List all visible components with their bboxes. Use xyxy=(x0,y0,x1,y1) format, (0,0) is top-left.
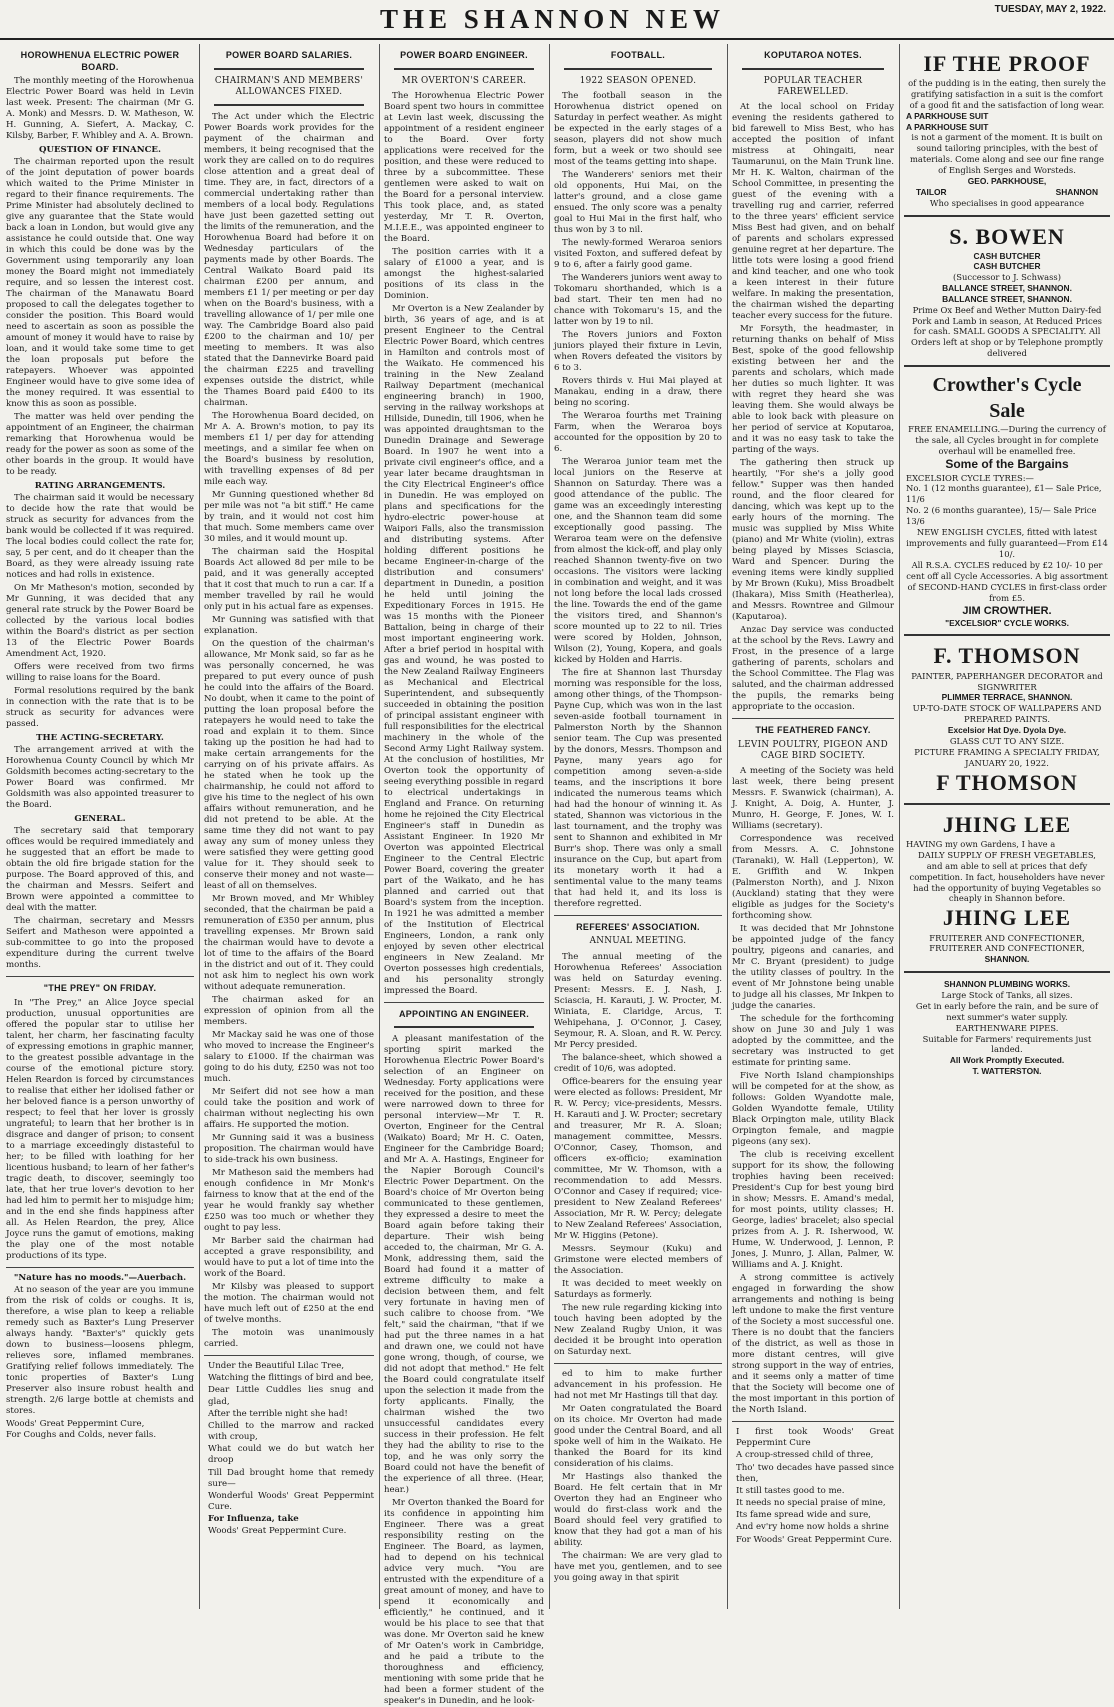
paragraph: The fire at Shannon last Thursday morning was responsible for the loss, among other things, of the Thompson-Payne Cup, which was won in the last seven-aside football tournament in Palmerston North by the Shannon senior team. The Cup was presented by the donors, Messrs. Thompson and Payne, many years ago for competition among seven-a-side teams, and the inscriptions it bore indicated the numerous teams which had had the honour of winning it. As stated, Shannon was victorious in the last tournament, and the trophy was sent to Shannon and exhibited in Mr Burr's shop. There was only a small insurance on the Cup, but apart from its monetary worth it had a sentimental value to the many teams that had held it, and its loss is therefore regretted. xyxy=(554,667,722,909)
article-heading: HOROWHENUA ELECTRIC POWER BOARD. xyxy=(20,50,180,72)
paragraph: The Wanderers' seniors met their old opponents, Hui Mai, on the latter's ground, and a close game ensued. The only score was a penalty goal to Hui Mai in the first half, who thus won by 3 to nil. xyxy=(554,169,722,235)
paragraph: Mr Barber said the chairman had accepted a grave responsibility, and would have to put a lot of time into the work of the Board. xyxy=(204,1236,374,1280)
paragraph: The Wanderers juniors went away to Tokomaru shorthanded, which is a bad start. Their ten men had no chance with Tokomaru's 15, and the latter won by 19 to nil. xyxy=(554,272,722,327)
divider xyxy=(554,915,722,916)
paragraph: At the local school on Friday evening the residents gathered to bid farewell to Miss Best, who has accepted the position of infant mistress at Ohingaiti, near Taumarunui, on the Main Trunk line. Mr H. K. Walton, chairman of the School Committee, in presenting the guest of the evening with a travelling rug and carrier, referred to the three years' efficient service Miss Best had given, and on behalf of parents and scholars expressed genuine regret at her departure. The little tots were losing a good friend and kind teacher, and one who took a keen interest in their future welfare. In making the presentation, the chairman wished the departing teacher every success for the future. xyxy=(732,102,894,322)
subheading: GENERAL. xyxy=(74,814,126,825)
paragraph: Offers were received from two firms willing to raise loans for the Board. xyxy=(6,662,194,684)
divider xyxy=(6,976,194,977)
ad-title: JHING LEE xyxy=(942,905,1072,931)
paragraph: Anzac Day service was conducted at the school by the Revs. Lawry and Frost, in the presence of a large gathering of parents, scholars and the School Committee. The Flag was saluted, and the chairman addressed the pupils, the remarks being appropriate to the occasion. xyxy=(732,625,894,713)
poem-line: For Woods' Great Peppermint Cure. xyxy=(736,1534,892,1545)
divider xyxy=(554,1363,722,1364)
ad-footer-line: For Coughs and Colds, never fails. xyxy=(6,1429,157,1440)
paragraph: Mr Forsyth, the headmaster, in returning thanks on behalf of Miss Best, spoke of the good fellowship existing between her and the parents and scholars, which made her duties so much lighter. It was with regret they heard she was leaving them. She would always be able to look back with pleasure on her period of service at Koputaroa, and it was no easy task to take the parting of the ways. xyxy=(732,324,894,456)
ad-text: JIM CROWTHER. xyxy=(962,604,1052,617)
article-subheading: MR OVERTON'S CAREER. xyxy=(401,75,527,86)
ad-text: No. 2 (6 months guarantee), 15/— Sale Price 13/6 xyxy=(906,505,1097,527)
paragraph: The matter was held over pending the appointment of an Engineer, the chairman remarking that Horowhenua would be ready for the power as soon as some of the other boards in the group. It would have to be ready. xyxy=(6,412,194,478)
paragraph: The balance-sheet, which showed a credit of 10/6, was adopted. xyxy=(554,1052,722,1074)
ad-text: GLASS CUT TO ANY SIZE. xyxy=(949,735,1065,746)
ad-title: JHING LEE xyxy=(942,811,1072,837)
ad-text: is not a garment of the moment. It is built on sound tailoring principles, with the best of materials. Come along and see our fine range of English Serges and Worsteds. xyxy=(909,132,1105,176)
ad-text: T. WATTERSTON. xyxy=(972,1066,1042,1077)
paragraph: Mr Overton thanked the Board for its confidence in appointing him Engineer. There was a great responsibility resting on the Engineer. The Board, as laymen, had to depend on his technical advice very much. "You are entrusted with the expenditure of a great amount of money, and have to spend it economically and efficiently," he continued, and it would be his place to see that that was done. Mr Overton said he knew of Mr Oaten's work in Cambridge, and he paid a tribute to the thoroughness and efficiency, mentioning with some pride that he had been a former student of the speaker's in Dunedin, and he look- xyxy=(384,1498,544,1707)
ad-text: UP-TO-DATE STOCK OF WALLPAPERS AND PREPARED PAINTS. xyxy=(912,703,1102,725)
bowen-ad xyxy=(904,217,1110,368)
paragraph: Mr Oaten congratulated the Board on its choice. Mr Overton had made good under the Central Board, and all spoke well of him in the Waikato. He thanked the Board for its kind consideration of his claims. xyxy=(554,1403,722,1469)
poem-ad xyxy=(732,1427,894,1546)
ad-text: CASH BUTCHER xyxy=(973,261,1041,272)
newspaper-title: THE SHANNON NEW xyxy=(380,4,726,34)
column-1 xyxy=(6,44,194,1609)
paragraph: In "The Prey," an Alice Joyce special production, unusual opportunities are offered the popular star to utilise her talent, her charm, her fascinating faculty of expressing emotions in graphic manner, to the greatest possible advantage in the course of the emotional picture story. Helen Reardon is forced by circumstances to realise that either her idolised father or her beloved fiance is a person unworthy of respect; to feel that her lover is grossly ungrateful; to learn that her brother is in disgrace and danger of prison; to consent to a marriage exceedingly distasteful to her; to be filled with loathing for her licentious husband; to learn of her father's tragic death, to discover, seemingly too late, that her true lover's devotion to her had led him to permit her to misjudge him; and in the end she finds happiness after all. As Helen Reardon, the prey, Alice Joyce runs the gamut of emotions, making the play one of the most notable productions of its type. xyxy=(6,997,194,1261)
ad-title: S. BOWEN xyxy=(949,223,1065,249)
paragraph: A meeting of the Society was held last week, there being present Messrs. F. Swanwick (chairman), A. J. Knight, A. Doig, A. Hunter, J. Munro, H. George, F. Jones, W. I. Williams (secretary). xyxy=(732,766,894,832)
ad-text: BALLANCE STREET, SHANNON. xyxy=(942,293,1072,304)
poem-line: It needs no special praise of mine, xyxy=(736,1498,886,1509)
ad-text: Prime Ox Beef and Wether Mutton Dairy-fed Pork and Lamb in season, At Reduced Prices for cash. SMALL GOODS A SPECIALITY. All Orders left at shop or by Telephone promptly delivered xyxy=(911,304,1103,359)
ad-text: Who specialises in good appearance xyxy=(929,197,1085,208)
paragraph: The Rovers juniors and Foxton juniors played their fixture in Levin, when Rovers defeated the visitors by 6 to 3. xyxy=(554,329,722,373)
column-rule xyxy=(899,44,900,1609)
poem-line: Till Dad brought home that remedy sure— xyxy=(208,1467,374,1489)
ad-text: BALLANCE STREET, SHANNON. xyxy=(942,283,1072,294)
paragraph: The chairman, secretary and Messrs Seifert and Matheson were appointed a sub-committee to go into the proposed expenditure during the current twelve months. xyxy=(6,916,194,971)
ad-text: Suitable for Farmers' requirements just landed. xyxy=(922,1033,1092,1055)
article-heading: POWER BOARD SALARIES. xyxy=(225,50,353,60)
paragraph: The chairman said it would be necessary to decide how the rate that would be struck as security for advances from the bank would be collected if it was required. The local bodies could collect the rate for, say, 5 per cent, and do it cheaper than the Board, as they were already issuing rate notices and had rolls in existence. xyxy=(6,493,194,581)
paragraph: The Weraroa junior team met the local juniors on the Reserve at Shannon on Saturday. There was a good attendance of the public. The game was an exceedingly interesting one, and the Shannon team did some exceptionally good passing. The Weraroa team were on the defensive from almost the kick-off, and play only reached Shannon twenty-five on two occasions. The visitors were lacking in combination and weight, and it was not long before the local lads crossed the line. Towards the end of the game the visitors tired, and Shannon's score mounted up to 22 to nil. Tries were scored by Holden, Johnson, Wilson (2), Young, Kopera, and goals kicked by Holden and Harris. xyxy=(554,456,722,665)
article-subheading: LEVIN POULTRY, PIGEON AND CAGE BIRD SOCIETY. xyxy=(738,739,888,761)
paragraph: The club is receiving excellent support for its show, the following trophies having been received: President's Cup for best young bird in show; Messrs. E. Amand's medal, for most points, utility classes; H. George, ladies' bracelet; also special prizes from A. J. R. Isherwood, W. Hume, W. Underwood, J. Lennon, P. Jones, J. Munro, J. Allan, Palmer, W. Williams and A. J. Knight. xyxy=(732,1150,894,1271)
ad-title: F. THOMSON xyxy=(933,643,1081,669)
divider xyxy=(732,1421,894,1422)
paragraph: Mr Hastings also thanked the Board. He felt certain that in Mr Overton they had an Engineer who would do first-class work and the Board should feel very gratified to know that they had got a man of his ability. xyxy=(554,1471,722,1548)
poem-line: After the terrible night she had! xyxy=(208,1408,348,1419)
paragraph: The chairman reported upon the result of the joint deputation of power boards which waited to the Prime Minister in regard to their finance requirements. The Prime Minister had absolutely declined to give any guarantee that the State would back a loan in London, but would give any assistance he could outside that. One way in which this could be done was by the Government using temporarily any loan money the Board might not immediately require, and so lessen the interest cost. The chairman of the Manawatu Board proposed to call the delegates together to consider the position. This Board would need to ascertain as soon as possible the amount of money it would have to raise by loan, and it would take some time to get the loan proposals put before the ratepayers. Whoever was appointed Engineer would have to give some idea of the money required. It was essential to know this as soon as possible. xyxy=(6,157,194,410)
ad-text: CASH BUTCHER xyxy=(973,250,1041,261)
ad-text: GEO. PARKHOUSE, xyxy=(967,176,1047,187)
paragraph: The Horowhenua Electric Power Board spent two hours in committee at Levin last week, discussing the appointment of a resident engineer to the Board. Over forty applications were received for the position, and these were reduced to three by a subcommittee. These gentlemen were asked to wait on the Board for a personal interview. This took place, and, as stated yesterday, Mr T. R. Overton, M.I.E.E., was appointed engineer to the Board. xyxy=(384,90,544,244)
paragraph: Mr Gunning questioned whether 8d per mile was not "a bit stiff." He came by train, and it would not cost him that much. Some members came over 30 miles, and it would mount up. xyxy=(204,490,374,545)
paragraph: Mr Seifert did not see how a man could take the position and work of chairman without neglecting his own affairs. He supported the motion. xyxy=(204,1087,374,1131)
column-2 xyxy=(204,44,374,1609)
paragraph: Five North Island championships will be competed for at the show, as follows: Golden Wyandotte male, Golden Wyandotte female, Utility Black Orpington male, utility Black Orpington female, and magpie pigeons (any sex). xyxy=(732,1071,894,1148)
ad-text: HAVING my own Gardens, I have a xyxy=(906,838,1056,849)
column-4 xyxy=(554,44,722,1609)
ad-text: EXCELSIOR CYCLE TYRES:— xyxy=(906,472,1034,483)
ad-text: FRUITERER AND CONFECTIONER, xyxy=(929,932,1085,943)
subheading: THE ACTING-SECRETARY. xyxy=(36,733,164,744)
article-subheading: POPULAR TEACHER FAREWELLED. xyxy=(763,75,863,97)
poem-title: Under the Beautiful Lilac Tree, xyxy=(208,1361,345,1372)
subheading: RATING ARRANGEMENTS. xyxy=(34,481,166,492)
ad-text: and am able to sell at prices that defy competition. In fact, householders have never had the opportunity of buying Vegetables so cheaply in Shannon before. xyxy=(909,860,1105,904)
paragraph: The newly-formed Weraroa seniors visited Foxton, and suffered defeat by 9 to 6, after a fairly good game. xyxy=(554,237,722,270)
ad-text: All R.S.A. CYCLES reduced by £2 10/- 10 per cent off all Cycle Accessories. A big assortment of SECOND-HAND CYCLES in first-class order from £5. xyxy=(906,559,1108,603)
divider xyxy=(6,1267,194,1268)
article-heading: REFEREES' ASSOCIATION. xyxy=(576,921,700,932)
article-heading: POWER BOARD ENGINEER. xyxy=(400,50,528,60)
poem-line: I first took Woods' Great Peppermint Cure xyxy=(736,1427,894,1449)
ad-text: FREE ENAMELLING.—During the currency of the sale, all Cycles brought in for complete overhaul will be enamelled free. xyxy=(908,424,1106,457)
article-subheading: ANNUAL MEETING. xyxy=(589,936,687,947)
article-subheading: CHAIRMAN'S AND MEMBERS' ALLOWANCES FIXED. xyxy=(214,75,364,97)
poem-line: Watching the flittings of bird and bee, xyxy=(208,1373,374,1384)
thomson-ad xyxy=(904,636,1110,804)
ad-text: No. 1 (12 months guarantee), £1— Sale Price, 11/6 xyxy=(906,483,1102,505)
paragraph: On Mr Matheson's motion, seconded by Mr Gunning, it was decided that any general rate struck by the Power Board be collected by the various local bodies within the Board's district as per section 13 of the Electric Power Boards Amendment Act, 1920. xyxy=(6,583,194,660)
paragraph: A pleasant manifestation of the sporting spirit marked the Horowhenua Electric Power Board's selection of an Engineer on Wednesday. Forty applications were received for the position, and these were narrowed down to three for personal interview—Mr T. R. Overton, Engineer for the Central (Waikato) Board; Mr H. C. Oaten, Engineer for the Cambridge Board; and Mr A. A. Hastings, Engineer for the Napier Borough Council's Electric Power Department. On the Board's choice of Mr Overton being communicated to these gentlemen, they expressed a desire to meet the Board again before taking their departure. Their wish being acceded to, the chairman, Mr G. A. Monk, addressing them, said the Board had found it a matter of extreme difficulty to make a decision between them, and felt very fortunate in having men of such calibre to choose from. "We felt," said the chairman, "that if we had put the three names in a hat and drawn one, we could not have gone wrong, though, of course, we did not adopt that method." He felt the Board could congratulate itself upon the selection it made from the forty applicants. Finally, the chairman wished the two unsuccessful candidates every success in their profession. He felt they had the ability to rise to the top, and he was only sorry the Board could not have the benefit of the experience of all three. (Hear, hear.) xyxy=(384,1034,544,1496)
paragraph: The new rule regarding kicking into touch having been adopted by the New Zealand Rugby Union, it was decided it be brought into operation on Saturday next. xyxy=(554,1302,722,1357)
poem-line: For Influenza, take xyxy=(208,1514,299,1525)
ad-text: All Work Promptly Executed. xyxy=(949,1055,1065,1066)
article-heading: KOPUTAROA NOTES. xyxy=(764,50,862,60)
ad-title: SHANNON PLUMBING WORKS. xyxy=(943,979,1071,990)
paragraph: The schedule for the forthcoming show on June 30 and July 1 was adopted by the committee, and the secretary was instructed to get estimate for printing same. xyxy=(732,1014,894,1069)
article-subheading: 1922 SEASON OPENED. xyxy=(579,75,697,86)
paragraph: The position carries with it a salary of £1000 a year, and is amongst the highest-salaried positions of its class in the Dominion. xyxy=(384,246,544,301)
column-5 xyxy=(732,44,894,1609)
ad-title: Crowther's Cycle xyxy=(932,374,1082,397)
ad-text: A PARKHOUSE SUIT xyxy=(906,110,989,121)
ad-text: "EXCELSIOR" CYCLE WORKS. xyxy=(945,617,1069,628)
ad-heading: "Nature has no moods."—Auerbach. xyxy=(13,1272,187,1283)
paragraph: Mr Gunning said it was a business proposition. The chairman would have to side-track his own business. xyxy=(204,1133,374,1166)
ad-text: Some of the Bargains xyxy=(945,457,1069,472)
ad-text: EARTHENWARE PIPES. xyxy=(955,1022,1059,1033)
paragraph: The Horowhenua Board decided, on Mr A. A. Brown's motion, to pay its members £1 1/ per day for attending meetings, and a similar fee when on the Board's business by resolution, with travelling expenses of 8d per mile each way. xyxy=(204,411,374,488)
ad-text: SHANNON xyxy=(1055,186,1098,197)
paragraph: The football season in the Horowhenua district opened on Saturday in perfect weather. As might be expected in the early stages of a season, players did not show much form, but a week or two should see most of the teams getting into shape. xyxy=(554,90,722,167)
parkhouse-ad xyxy=(904,44,1110,217)
column-rule xyxy=(549,44,550,1609)
subheading: QUESTION OF FINANCE. xyxy=(39,145,161,156)
divider xyxy=(214,104,364,106)
paragraph: Mr Gunning was satisfied with that explanation. xyxy=(204,615,374,637)
paragraph: The annual meeting of the Horowhenua Referees' Association was held on Saturday evening. Present: Messrs. E. J. Nash, J. Sciascia, H. Karauti, J. W. Procter, M. Winiata, E. Claridge, Arcus, T. Wehipehana, J. O'Connor, J. Casey, Seymour, R. A. Sloan, and R. W. Percy. Mr Percy presided. xyxy=(554,951,722,1050)
ad-text: PICTURE FRAMING A SPECIALTY FRIDAY, JANUARY 20, 1922. xyxy=(914,746,1100,768)
paragraph: Mr Mackay said he was one of those who moved to increase the Engineer's salary to £1000. If the chairman was going to do his duty, £250 was not too much. xyxy=(204,1030,374,1085)
ad-text: FRUITERER AND CONFECTIONER, xyxy=(929,943,1085,954)
paragraph: Correspondence was received from Messrs. A. C. Johnstone (Taranaki), W. Hall (Lepperton), W. E. Griffith and W. Inkpen (Palmerston North), and J. Nixon (Auckland) stating that they were eligible as judges for the Society's forthcoming show. xyxy=(732,834,894,922)
paragraph: Mr Matheson said the members had enough confidence in Mr Monk's fairness to know that at the end of the year he would frankly say whether £250 was too much or whether they ought to pay less. xyxy=(204,1168,374,1234)
divider xyxy=(214,68,364,70)
article-heading: APPOINTING AN ENGINEER. xyxy=(398,1008,530,1019)
poem-line: Woods' Great Peppermint Cure. xyxy=(208,1526,347,1537)
divider xyxy=(564,68,712,70)
column-3 xyxy=(384,44,544,1707)
ad-text: (Successor to J. Schwass) xyxy=(953,272,1061,283)
ad-text: SHANNON. xyxy=(984,954,1030,965)
column-rule xyxy=(727,44,728,1609)
ad-text xyxy=(906,187,1108,198)
divider xyxy=(384,1002,544,1003)
jhing-lee-ad xyxy=(904,805,1110,973)
paragraph: The chairman asked for an expression of opinion from all the members. xyxy=(204,995,374,1028)
paragraph: The Act under which the Electric Power Boards work provides for the payment of the chairman and members, it being recognised that the work they are called on to do requires close attention and a great deal of time. They are, in fact, directors of a commercial undertaking rather than members of a local body. Regulations have just been gazetted setting out the limits of the remuneration, and the Horowhenua Board had before it on Wednesday particulars of the payments made by other Boards. The Central Waikato Board paid its chairman £200 per annum, and members £1 1/ per meeting or per day when on the Board's business, with a travelling allowance of 1/ per mile one way. The Cambridge Board also paid £200 to the chairman and 10/ per meeting to members. It was also stated that the Dannevirke Board paid the chairman £225 and travelling expenses outside the district, while the Thames Board paid £400 to its chairman. xyxy=(204,112,374,409)
ad-text: Large Stock of Tanks, all sizes. xyxy=(941,989,1073,1000)
divider xyxy=(742,68,884,70)
ad-text: of the pudding is in the eating, then surely the gratifying satisfaction in a suit is the comfort of a good fit and the satisfaction of long wear. xyxy=(908,78,1106,110)
ad-text: Excelsior Hat Dye. Dyola Dye. xyxy=(947,725,1067,736)
poem-line: Its fame spread wide and sure, xyxy=(736,1510,871,1521)
poem-line: Chilled to the marrow and racked with croup, xyxy=(208,1420,374,1443)
paragraph: It was decided that Mr Johnstone be appointed judge of the fancy poultry, pigeons and canaries, and Mr C. Bryant (president) to judge the utility classes of poultry. In the event of Mr Johnstone being unable to judge all his classes, Mr Inkpen to judge the canaries. xyxy=(732,924,894,1012)
divider xyxy=(204,1355,374,1356)
paragraph: The monthly meeting of the Horowhenua Electric Power Board was held in Levin last week. Present: The chairman (Mr G. A. Monk) and Messrs. D. W. Matheson, W. H. Gunning, A. Siefert, A. Mackay, C. Kilsby, Barber, F. Whibley and A. A. Brown. xyxy=(6,76,194,142)
paragraph: Mr Kilsby was pleased to support the motion. The chairman would not have much left out of £250 at the end of twelve months. xyxy=(204,1282,374,1326)
ad-text: NEW ENGLISH CYCLES, fitted with latest improvements and fully guaranteed—From £14 10/. xyxy=(906,527,1108,559)
poem-line: What could we do but watch her droop xyxy=(208,1444,374,1466)
paragraph: The chairman said the Hospital Boards Act allowed 8d per mile to be paid, and it was generally accepted that it cost that much to run a car. If a member travelled by rail he would only put in his actual fare as expenses. xyxy=(204,547,374,613)
ad-footer-line: Woods' Great Peppermint Cure, xyxy=(6,1418,145,1429)
ad-text: DAILY SUPPLY OF FRESH VEGETABLES, xyxy=(918,849,1096,860)
paragraph: Formal resolutions required by the bank in connection with the rate that is to be struck as security for advances were passed. xyxy=(6,686,194,730)
paragraph: The gathering then struck up heartily, "For she's a jolly good fellow." Supper was then handed round, and the floor cleared for dancing, which was kept up to the early hours of the morning. The music was supplied by Miss White (piano) and Mr White (violin), extras being played by Misses Sciascia, Ward and Spencer. During the evening items were kindly supplied by Mr Brown (Kuku), Miss Broadbelt (Ihakara), Miss Smith (Heatherlea), and Messrs. Rowntree and Gilmour (Kaputaroa). xyxy=(732,458,894,623)
ad-paragraph: At no season of the year are you immune from the risk of colds or coughs. It is, therefore, a wise plan to keep a reliable remedy such as Baxter's Lung Preserver always handy. "Baxter's" quickly gets down to business—loosens phlegm, relieves sore, inflamed membranes. Gratifying relief follows immediately. The tonic properties of Baxter's Lung Preserver also insure robust health and strength. 2/6 large bottle at chemists and stores. xyxy=(6,1284,194,1416)
paragraph: Messrs. Seymour (Kuku) and Grimstone were elected members of the Association. xyxy=(554,1243,722,1276)
poem-ad xyxy=(204,1361,374,1538)
masthead xyxy=(0,0,1114,40)
column-rule xyxy=(379,44,380,1609)
paragraph: A strong committee is actively engaged in forwarding the show arrangements and nothing is being left undone to make the first venture of the Society a most successful one. There is no doubt that the fanciers of the district, as well as those in more distant centres, will give strong support in the way of entries, and it seems only a matter of time that the Society will become one of the most important in this portion of the North Island. xyxy=(732,1273,894,1416)
poem-line: And ev'ry home now holds a shrine xyxy=(736,1522,889,1533)
paragraph: Mr Brown moved, and Mr Whibley seconded, that the chairman be paid a remuneration of £350 per annum, plus travelling expenses. Mr Brown said the chairman would have to devote a lot of time to the affairs of the Board in the district and out of it. They could not ask him to neglect his own work without adequate remuneration. xyxy=(204,894,374,993)
ad-title: IF THE PROOF xyxy=(923,51,1091,76)
divider xyxy=(394,1026,534,1028)
issue-date: TUESDAY, MAY 2, 1922. xyxy=(994,4,1106,15)
plumbing-ad xyxy=(904,973,1110,1083)
paragraph: It was decided to meet weekly on Saturdays as formerly. xyxy=(554,1278,722,1300)
paragraph: ed to him to make further advancement in his profession. He had not met Mr Hastings till that day. xyxy=(554,1368,722,1401)
ad-title: F THOMSON xyxy=(936,769,1078,795)
column-rule xyxy=(199,44,200,1609)
column-6-ads xyxy=(904,44,1110,1609)
paragraph: The motoin was unanimously carried. xyxy=(204,1328,374,1350)
divider xyxy=(394,68,534,70)
paragraph: The arrangement arrived at with the Horowhenua County Council by which Mr Goldsmith becomes acting-secretary to the Power Board was confirmed. Mr Goldsmith was also appointed treasurer to the Board. xyxy=(6,745,194,811)
poem-line: Wonderful Woods' Great Peppermint Cure. xyxy=(208,1490,374,1513)
poem-line: Tho' two decades have passed since then, xyxy=(736,1462,894,1484)
ad-text: A PARKHOUSE SUIT xyxy=(906,121,989,132)
paragraph: Rovers thirds v. Hui Mai played at Manakau, ending in a draw, there being no scoring. xyxy=(554,375,722,408)
poem-line: Dear Little Cuddles lies snug and glad, xyxy=(208,1385,374,1407)
divider xyxy=(732,718,894,719)
paragraph: The secretary said that temporary offices would be required immediately and he suggested that an effort be made to obtain the old fire brigade station for the purpose. The Board approved of this, and the chairman and Messrs. Seifert and Brown were appointed a committee to deal with the matter. xyxy=(6,826,194,914)
poem-line: A croup-stressed child of three, xyxy=(736,1450,874,1461)
ad-text: PAINTER, PAPERHANGER DECORATOR and SIGNWRITER xyxy=(911,670,1103,692)
article-heading: FOOTBALL. xyxy=(610,50,666,60)
ad-text: PLIMMER TERRACE, SHANNON. xyxy=(941,692,1073,703)
ad-text: TAILOR xyxy=(916,186,947,197)
ad-text: Get in early before the rain, and be sure of next summer's water supply. xyxy=(915,1000,1099,1022)
poem-line: It still tastes good to me. xyxy=(736,1485,845,1496)
paragraph: Office-bearers for the ensuing year were elected as follows: President, Mr R. W. Percy; vice-presidents, Messrs. H. Karauti and J. W. Procter; secretary and treasurer, Mr R. A. Sloan; management committee, Messrs. O'Connor, Casey, Thomson, and officers ex-officio; examination committee, Mr W. Thomson, with a recommendation to add Messrs. O'Connor and Casey if required; vice-president to New Zealand Referees' Association, Mr R. W. Percy; delegate to New Zealand Referees' Association, Mr W. Higgins (Petone). xyxy=(554,1076,723,1241)
paragraph: Mr Overton is a New Zealander by birth, 36 years of age, and is at present Engineer to the Central Electric Power Board, which centres in Hamilton and controls most of the Waikato. He commenced his training in the New Zealand Railway Department (mechanical engineering branch) in 1900, serving in the railway workshops at Hillside, Dunedin, till 1906, when he was appointed draughtsman to the Dunedin Drainage and Sewerage Board. In 1907 he went into a private civil engineer's office, and a year later became draughtsman in the City Electrical Engineer's office in Dunedin. He was employed on plans and specifications for the hydro-electric power-house at Waipori Falls, also the transmission and distributing systems. After holding different positions he became Engineer-in-charge of the distribution and consumers' department in Dunedin, a position he held until joining the Expeditionary Forces in 1915. He was 15 months with the Pioneer Battalion, being in charge of their most important engineering work. After a brief period in hospital with gas and wound, he was posted to the New Zealand Railway Engineers as Mechanical and Electrical Superintendent, and subsequently succeeded in obtaining the position of principal assistant engineer with full responsibilities for the electrical machinery in the whole of the Second Army Light Railway system. At the conclusion of hostilities, Mr Overton took the opportunity of seeing everything possible in regard to electrical undertakings in England and France. On returning home he rejoined the City Electrical Engineer's staff in Dunedin as Assistant Engineer. In 1920 Mr Overton was appointed Electrical Engineer to the Central Electric Power Board, covering the greater part of the Waikato, and he has planned and carried out that Board's system from the inception. In 1921 he was admitted a member of the Institution of Electrical Engineers, London, a rank only enjoyed by seven other electrical engineers in New Zealand. Mr Overton possesses high credentials, and his personality strongly impressed the Board. xyxy=(384,303,544,996)
paragraph: The Weraroa fourths met Training Farm, when the Weraroa boys accounted for the opposition by 20 to 6. xyxy=(554,410,722,454)
article-heading: "THE PREY" ON FRIDAY. xyxy=(43,983,157,994)
paragraph: On the question of the chairman's allowance, Mr Monk said, so far as he was personally concerned, he was prepared to put every ounce of push he could into the affairs of the Board. No doubt, when it came to the point of putting the loan proposal before the ratepayers he would need to take the road and explain it to them. Since taking up the position he had had to make certain arrangements for the carrying on of his private affairs. As he stated when he took up the chairmanship, he could not afford to give his time to the neglect of his own affairs without remuneration, and he did not pretend to be able. At the same time they did not want to pay away any sum of money unless they were satisfied they were getting good value for it. They should seek to conserve their money and not waste—least of all on themselves. xyxy=(204,639,374,892)
paragraph: The chairman: We are very glad to have met you, gentlemen, and to see you going away in that spirit xyxy=(554,1550,722,1583)
article-heading: THE FEATHERED FANCY. xyxy=(755,725,871,736)
crowther-ad xyxy=(904,367,1110,636)
ad-title: Sale xyxy=(989,399,1025,422)
